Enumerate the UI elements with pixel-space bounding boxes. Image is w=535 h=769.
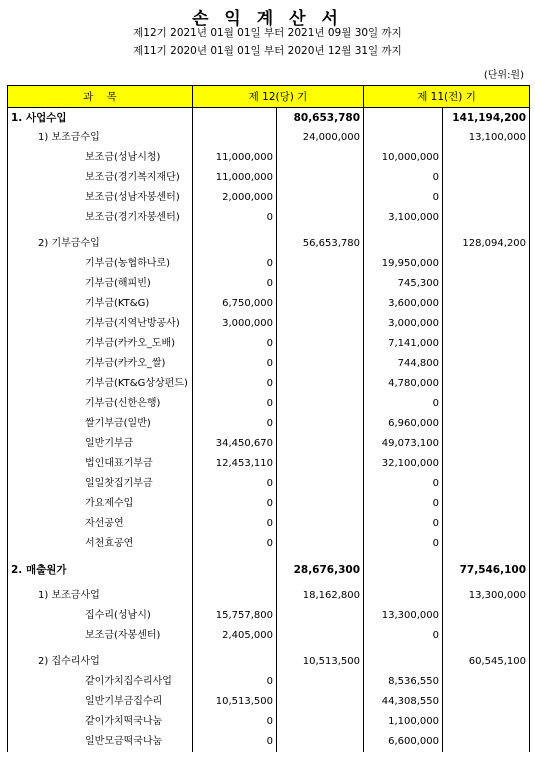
account-name: 기부금(KT&G상상펀드) [8, 374, 193, 394]
prior-detail: 7,141,000 [364, 334, 443, 354]
account-name: 일일찻집기부금 [8, 474, 193, 494]
account-name: 1. 사업수입 [8, 108, 193, 129]
prior-total: 13,100,000 [443, 128, 530, 148]
prior-detail: 6,600,000 [364, 732, 443, 752]
current-detail: 12,453,110 [193, 454, 277, 474]
current-detail: 3,000,000 [193, 314, 277, 334]
table-row [8, 534, 530, 554]
prior-detail: 19,950,000 [364, 254, 443, 274]
period-prior: 제11기 2020년 01월 01일 부터 2020년 12월 31일 까지 [133, 45, 402, 57]
unit-label: (단위:원) [483, 70, 524, 81]
current-total [277, 314, 364, 334]
table-row [8, 148, 530, 168]
prior-total [443, 454, 530, 474]
current-total [277, 606, 364, 626]
prior-detail: 3,000,000 [364, 314, 443, 334]
current-total [277, 188, 364, 208]
prior-total [443, 334, 530, 354]
current-total [277, 494, 364, 514]
prior-total [443, 692, 530, 712]
current-total: 24,000,000 [277, 128, 364, 148]
current-detail: 2,000,000 [193, 188, 277, 208]
prior-detail: 0 [364, 188, 443, 208]
prior-detail: 0 [364, 514, 443, 534]
table-row [8, 254, 530, 274]
current-detail: 0 [193, 712, 277, 732]
account-name: 일반기부금 [8, 434, 193, 454]
prior-total [443, 514, 530, 534]
prior-total [443, 374, 530, 394]
current-total: 18,162,800 [277, 586, 364, 606]
current-detail: 0 [193, 374, 277, 394]
current-total [277, 474, 364, 494]
table-row [8, 374, 530, 394]
statement-header [0, 0, 535, 81]
prior-total [443, 188, 530, 208]
prior-detail [364, 108, 443, 129]
account-name: 기부금(KT&G) [8, 294, 193, 314]
table-row [8, 514, 530, 534]
account-name: 2) 집수리사업 [8, 652, 193, 672]
prior-total [443, 606, 530, 626]
account-name: 기부금(카카오_쌀) [8, 354, 193, 374]
current-detail: 0 [193, 672, 277, 692]
table-row [8, 474, 530, 494]
account-name: 기부금(신한은행) [8, 394, 193, 414]
prior-detail [364, 560, 443, 580]
account-name: 자선공연 [8, 514, 193, 534]
current-total [277, 254, 364, 274]
prior-detail [364, 128, 443, 148]
table-row [8, 208, 530, 228]
current-total: 80,653,780 [277, 108, 364, 129]
account-name: 같이가치떡국나눔 [8, 712, 193, 732]
current-detail [193, 586, 277, 606]
prior-total: 77,546,100 [443, 560, 530, 580]
current-total [277, 354, 364, 374]
prior-detail: 745,300 [364, 274, 443, 294]
account-name: 기부금(해피빈) [8, 274, 193, 294]
prior-total [443, 414, 530, 434]
current-detail: 0 [193, 514, 277, 534]
current-detail: 0 [193, 334, 277, 354]
current-detail: 11,000,000 [193, 168, 277, 188]
prior-total [443, 626, 530, 646]
account-name: 서천효공연 [8, 534, 193, 554]
current-total: 10,513,500 [277, 652, 364, 672]
prior-detail: 4,780,000 [364, 374, 443, 394]
current-detail: 0 [193, 254, 277, 274]
account-name: 집수리(성남시) [8, 606, 193, 626]
prior-detail: 3,100,000 [364, 208, 443, 228]
prior-detail: 0 [364, 534, 443, 554]
account-name: 일반기부금집수리 [8, 692, 193, 712]
prior-total: 60,545,100 [443, 652, 530, 672]
account-name: 보조금(자봉센터) [8, 626, 193, 646]
prior-total [443, 274, 530, 294]
current-total [277, 672, 364, 692]
account-name: 2. 매출원가 [8, 560, 193, 580]
section-row [8, 108, 530, 129]
account-name: 1) 보조금사업 [8, 586, 193, 606]
current-detail: 10,513,500 [193, 692, 277, 712]
prior-total [443, 208, 530, 228]
table-row [8, 168, 530, 188]
table-row [8, 606, 530, 626]
current-detail [193, 108, 277, 129]
prior-detail: 0 [364, 474, 443, 494]
current-detail: 15,757,800 [193, 606, 277, 626]
prior-total: 13,300,000 [443, 586, 530, 606]
table-row [8, 394, 530, 414]
current-total [277, 454, 364, 474]
account-name: 보조금(성남시청) [8, 148, 193, 168]
prior-detail: 0 [364, 626, 443, 646]
prior-detail: 0 [364, 394, 443, 414]
table-row [8, 672, 530, 692]
prior-detail [364, 586, 443, 606]
table-row [8, 274, 530, 294]
account-name: 보조금(경기복지재단) [8, 168, 193, 188]
prior-total [443, 254, 530, 274]
current-detail [193, 234, 277, 254]
prior-total [443, 148, 530, 168]
table-row [8, 354, 530, 374]
table-row [8, 188, 530, 208]
current-detail: 0 [193, 534, 277, 554]
prior-total [443, 494, 530, 514]
current-total [277, 514, 364, 534]
prior-total [443, 294, 530, 314]
subsection-row [8, 586, 530, 606]
table-row [8, 314, 530, 334]
account-name: 1) 보조금수입 [8, 128, 193, 148]
current-detail: 0 [193, 354, 277, 374]
prior-detail: 32,100,000 [364, 454, 443, 474]
account-name: 보조금(경기자봉센터) [8, 208, 193, 228]
prior-total: 128,094,200 [443, 234, 530, 254]
current-detail [193, 560, 277, 580]
subsection-row [8, 234, 530, 254]
prior-detail: 44,308,550 [364, 692, 443, 712]
current-total [277, 334, 364, 354]
prior-detail: 6,960,000 [364, 414, 443, 434]
table-row [8, 414, 530, 434]
account-name: 법인대표기부금 [8, 454, 193, 474]
current-detail [193, 652, 277, 672]
prior-total [443, 314, 530, 334]
current-total [277, 434, 364, 454]
current-detail: 0 [193, 474, 277, 494]
current-total [277, 208, 364, 228]
current-total [277, 168, 364, 188]
current-total [277, 712, 364, 732]
account-name: 기부금(농협하나로) [8, 254, 193, 274]
current-detail: 0 [193, 394, 277, 414]
current-detail: 0 [193, 414, 277, 434]
prior-detail: 0 [364, 494, 443, 514]
prior-detail: 13,300,000 [364, 606, 443, 626]
prior-detail: 3,600,000 [364, 294, 443, 314]
account-name: 가요제수입 [8, 494, 193, 514]
section-row [8, 560, 530, 580]
current-detail: 34,450,670 [193, 434, 277, 454]
prior-total [443, 732, 530, 752]
prior-total [443, 168, 530, 188]
prior-total [443, 672, 530, 692]
current-total [277, 294, 364, 314]
prior-detail [364, 652, 443, 672]
current-total [277, 534, 364, 554]
current-total [277, 374, 364, 394]
current-detail: 0 [193, 732, 277, 752]
table-row [8, 494, 530, 514]
prior-total [443, 534, 530, 554]
document-title: 손 익 계 산 서 [192, 9, 343, 29]
prior-detail: 10,000,000 [364, 148, 443, 168]
account-name: 일반모금떡국나눔 [8, 732, 193, 752]
prior-detail: 1,100,000 [364, 712, 443, 732]
prior-total [443, 394, 530, 414]
account-name: 2) 기부금수입 [8, 234, 193, 254]
prior-total [443, 474, 530, 494]
prior-total [443, 434, 530, 454]
current-detail: 6,750,000 [193, 294, 277, 314]
account-name: 쌀기부금(일반) [8, 414, 193, 434]
table-row [8, 732, 530, 752]
account-name: 보조금(성남자봉센터) [8, 188, 193, 208]
account-name: 같이가치집수리사업 [8, 672, 193, 692]
header-current-period: 제 12(당) 기 [193, 86, 364, 108]
current-detail: 2,405,000 [193, 626, 277, 646]
current-detail: 0 [193, 494, 277, 514]
table-row [8, 294, 530, 314]
prior-total [443, 354, 530, 374]
table-row [8, 712, 530, 732]
current-total: 56,653,780 [277, 234, 364, 254]
period-current: 제12기 2021년 01월 01일 부터 2021년 09월 30일 까지 [133, 27, 402, 39]
current-total [277, 414, 364, 434]
prior-detail [364, 234, 443, 254]
subsection-row [8, 652, 530, 672]
current-total [277, 626, 364, 646]
account-name: 기부금(지역난방공사) [8, 314, 193, 334]
table-row [8, 626, 530, 646]
current-detail: 0 [193, 208, 277, 228]
prior-total: 141,194,200 [443, 108, 530, 129]
current-total: 28,676,300 [277, 560, 364, 580]
current-total [277, 732, 364, 752]
current-total [277, 394, 364, 414]
current-detail: 0 [193, 274, 277, 294]
prior-detail: 49,073,100 [364, 434, 443, 454]
table-row [8, 434, 530, 454]
header-prior-period: 제 11(전) 기 [364, 86, 530, 108]
current-total [277, 148, 364, 168]
header-account: 과 목 [8, 86, 193, 108]
current-total [277, 692, 364, 712]
prior-detail: 744,800 [364, 354, 443, 374]
subsection-row [8, 128, 530, 148]
current-detail: 11,000,000 [193, 148, 277, 168]
table-row [8, 692, 530, 712]
income-statement-table [7, 85, 530, 752]
prior-detail: 0 [364, 168, 443, 188]
account-name: 기부금(카카오_도배) [8, 334, 193, 354]
table-row [8, 334, 530, 354]
table-row [8, 454, 530, 474]
prior-total [443, 712, 530, 732]
table-header-row [8, 86, 530, 108]
current-total [277, 274, 364, 294]
prior-detail: 8,536,550 [364, 672, 443, 692]
current-detail [193, 128, 277, 148]
